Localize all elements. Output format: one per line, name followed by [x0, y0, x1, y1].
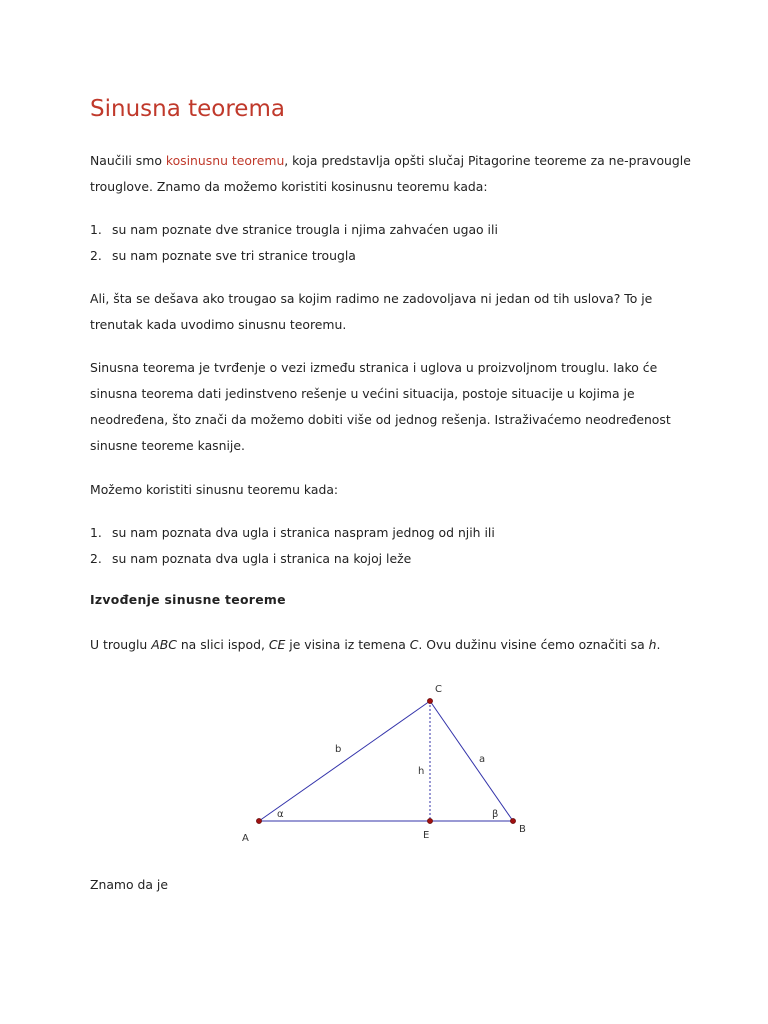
paragraph-line: Možemo koristiti sinusnu teoremu kada: — [90, 482, 339, 497]
vertex-name: C — [409, 637, 419, 652]
text-run: U trouglu — [90, 637, 152, 652]
triangle-diagram — [232, 676, 542, 846]
label-a-vertex: A — [242, 833, 249, 844]
intro-paragraph — [90, 148, 710, 200]
list-item — [90, 546, 495, 572]
section-heading: Izvođenje sinusne teoreme — [90, 592, 286, 607]
side-b — [259, 701, 430, 821]
intro-line-2: trouglove. Znamo da možemo koristiti kosinusnu teoremu kada: — [90, 179, 488, 194]
list-item — [90, 520, 495, 546]
paragraph-line: Ali, šta se dešava ako trougao sa kojim radimo ne zadovoljava ni jedan od tih uslova? To je — [90, 291, 653, 306]
paragraph-line: sinusne teoreme kasnije. — [90, 438, 245, 453]
list-item — [90, 217, 498, 243]
paragraph-5 — [90, 632, 710, 658]
point-b — [510, 818, 515, 823]
list-number: 2. — [90, 551, 102, 566]
altitude-name: CE — [268, 637, 286, 652]
list-item-text: su nam poznata dva ugla i stranica naspram jednog od njih ili — [112, 525, 495, 540]
label-c-vertex: C — [435, 684, 442, 695]
page-title: Sinusna teorema — [90, 96, 285, 122]
list-item-text: su nam poznate sve tri stranice trougla — [112, 248, 356, 263]
label-side-b: b — [335, 744, 342, 755]
label-height: h — [418, 766, 425, 777]
list-item-text: su nam poznate dve stranice trougla i njima zahvaćen ugao ili — [112, 222, 498, 237]
paragraph-line: trenutak kada uvodimo sinusnu teoremu. — [90, 317, 347, 332]
intro-text-start: Naučili smo — [90, 153, 166, 168]
cosine-conditions-list — [90, 217, 498, 269]
text-run: . — [656, 637, 661, 652]
label-side-a: a — [479, 754, 486, 765]
sine-conditions-list — [90, 520, 495, 572]
point-a — [256, 818, 261, 823]
cosine-theorem-link[interactable]: kosinusnu teoremu — [165, 153, 285, 168]
paragraph-line: Sinusna teorema je tvrđenje o vezi između stranica i uglova u proizvoljnom trouglu. Iako će — [90, 360, 658, 375]
paragraph-2 — [90, 286, 710, 338]
label-beta: β — [492, 809, 499, 820]
triangle-name: ABC — [151, 637, 177, 652]
text-run: je visina iz temena — [285, 637, 410, 652]
paragraph-line: Znamo da je — [90, 877, 168, 892]
list-number: 1. — [90, 525, 102, 540]
list-item — [90, 243, 498, 269]
paragraph-line: neodređena, što znači da možemo dobiti više od jednog rešenja. Istraživaćemo neodređenost — [90, 412, 671, 427]
list-number: 1. — [90, 222, 102, 237]
height-symbol: h — [648, 637, 657, 652]
triangle-figure — [232, 676, 542, 850]
side-a — [430, 701, 513, 821]
text-run: . Ovu dužinu visine ćemo označiti sa — [418, 637, 649, 652]
label-b-vertex: B — [519, 824, 526, 835]
paragraph-6 — [90, 872, 710, 898]
intro-text-end: , koja predstavlja opšti slučaj Pitagorine teoreme za ne-pravougle — [284, 153, 691, 168]
list-number: 2. — [90, 248, 102, 263]
point-e — [427, 818, 432, 823]
label-e-point: E — [423, 830, 430, 841]
paragraph-line: sinusna teorema dati jedinstveno rešenje u većini situacija, postoje situacije u kojima je — [90, 386, 635, 401]
text-run: na slici ispod, — [176, 637, 269, 652]
paragraph-4 — [90, 477, 710, 503]
point-c — [427, 698, 432, 703]
label-alpha: α — [277, 809, 284, 820]
list-item-text: su nam poznata dva ugla i stranica na kojoj leže — [112, 551, 412, 566]
paragraph-3 — [90, 355, 710, 459]
